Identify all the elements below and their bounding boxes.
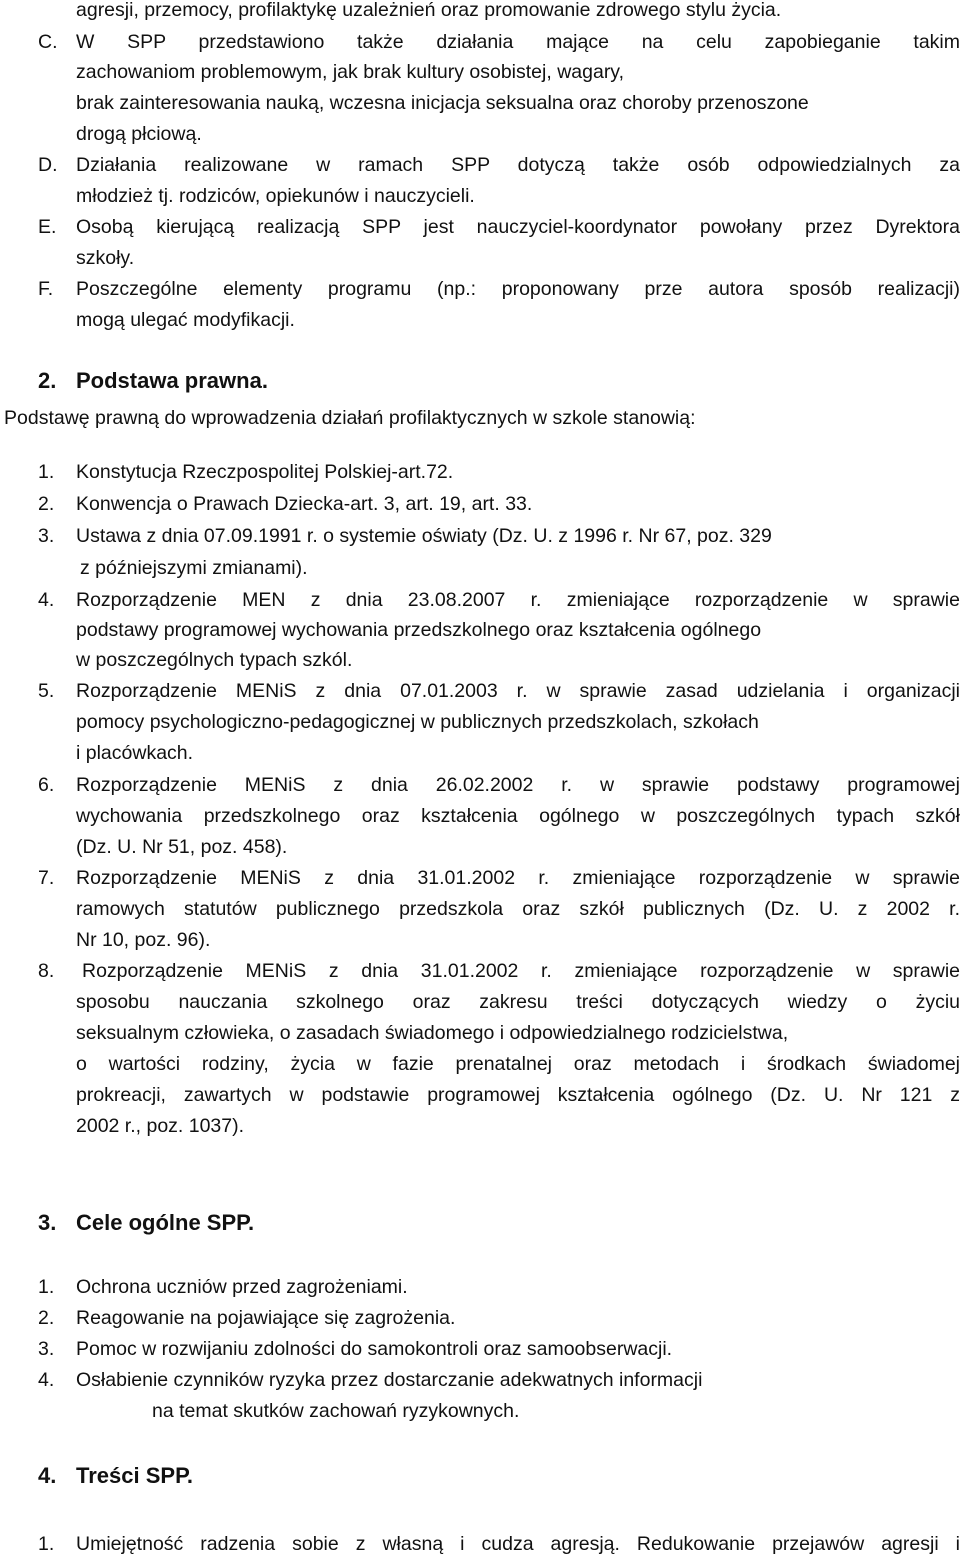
paragraph-line: Osobą kierującą realizacją SPP jest nauczyciel-koordynator powołany przez Dyrektora <box>76 216 960 238</box>
list-item-cont: Nr 10, poz. 96). <box>76 929 211 951</box>
list-item: Rozporządzenie MENiS z dnia 31.01.2002 r. zmieniające rozporządzenie w sprawie <box>82 960 960 982</box>
list-item-cont: o wartości rodziny, życia w fazie prenatalnej oraz metodach i środkach świadomej <box>76 1053 960 1075</box>
section-intro: Podstawę prawną do wprowadzenia działań profilaktycznych w szkole stanowią: <box>4 407 696 429</box>
list-marker: C. <box>38 31 58 53</box>
list-item-cont: podstawy programowej wychowania przedszkolnego oraz kształcenia ogólnego <box>76 619 762 641</box>
paragraph-line: zachowaniom problemowym, jak brak kultury osobistej, wagary, <box>76 61 625 83</box>
list-item: Ochrona uczniów przed zagrożeniami. <box>76 1276 408 1298</box>
list-number: 1. <box>38 461 55 483</box>
list-item-cont: wychowania przedszkolnego oraz kształcenia ogólnego w poszczególnych typach szkół <box>76 805 960 827</box>
list-marker: F. <box>38 278 54 300</box>
paragraph-line: agresji, przemocy, profilaktykę uzależnień oraz promowanie zdrowego stylu życia. <box>76 0 782 21</box>
list-number: 3. <box>38 525 55 547</box>
section-number: 3. <box>38 1210 57 1235</box>
list-number: 2. <box>38 493 55 515</box>
paragraph-line: drogą płciową. <box>76 123 202 145</box>
paragraph-line: młodzież tj. rodziców, opiekunów i nauczycieli. <box>76 185 475 207</box>
paragraph-line: W SPP przedstawiono także działania mające na celu zapobieganie takim <box>76 31 960 53</box>
list-item: Rozporządzenie MENiS z dnia 26.02.2002 r. w sprawie podstawy programowej <box>76 774 960 796</box>
list-number: 2. <box>38 1307 55 1329</box>
list-number: 8. <box>38 960 55 982</box>
list-number: 1. <box>38 1276 55 1298</box>
section-heading: Cele ogólne SPP. <box>76 1210 255 1235</box>
list-number: 6. <box>38 774 55 796</box>
paragraph-line: mogą ulegać modyfikacji. <box>76 309 295 331</box>
list-item-cont: sposobu nauczania szkolnego oraz zakresu treści dotyczących wiedzy o życiu <box>76 991 960 1013</box>
list-item-cont: i placówkach. <box>76 742 194 764</box>
list-number: 7. <box>38 867 55 889</box>
list-item-cont: 2002 r., poz. 1037). <box>76 1115 245 1137</box>
paragraph-line: brak zainteresowania nauką, wczesna inicjacja seksualna oraz choroby przenoszone <box>76 92 809 114</box>
list-item: Rozporządzenie MEN z dnia 23.08.2007 r. zmieniające rozporządzenie w sprawie <box>76 589 960 611</box>
list-number: 4. <box>38 589 55 611</box>
list-number: 1. <box>38 1533 55 1555</box>
paragraph-line: Poszczególne elementy programu (np.: proponowany prze autora sposób realizacji) <box>76 278 960 300</box>
list-item: Osłabienie czynników ryzyka przez dostarczanie adekwatnych informacji <box>76 1369 703 1391</box>
list-item-cont: prokreacji, zawartych w podstawie programowej kształcenia ogólnego (Dz. U. Nr 121 z <box>76 1084 960 1106</box>
list-item: Konstytucja Rzeczpospolitej Polskiej-art.72. <box>76 461 454 483</box>
list-item-cont: pomocy psychologiczno-pedagogicznej w publicznych przedszkolach, szkołach <box>76 711 759 733</box>
list-number: 3. <box>38 1338 55 1360</box>
list-item: Rozporządzenie MENiS z dnia 31.01.2002 r. zmieniające rozporządzenie w sprawie <box>76 867 960 889</box>
list-item-cont: (Dz. U. Nr 51, poz. 458). <box>76 836 288 858</box>
list-item-cont: z późniejszymi zmianami). <box>80 557 308 579</box>
list-item-cont: na temat skutków zachowań ryzykownych. <box>152 1400 520 1422</box>
list-marker: D. <box>38 154 58 176</box>
list-item-cont: w poszczególnych typach szkól. <box>76 649 353 671</box>
list-item: Konwencja o Prawach Dziecka-art. 3, art. 19, art. 33. <box>76 493 533 515</box>
section-number: 4. <box>38 1463 57 1488</box>
section-heading: Treści SPP. <box>76 1463 194 1488</box>
list-item-cont: ramowych statutów publicznego przedszkola oraz szkół publicznych (Dz. U. z 2002 r. <box>76 898 960 920</box>
list-item-cont: seksualnym człowieka, o zasadach świadomego i odpowiedzialnego rodzicielstwa, <box>76 1022 789 1044</box>
list-item: Reagowanie na pojawiające się zagrożenia. <box>76 1307 456 1329</box>
paragraph-line: szkoły. <box>76 247 135 269</box>
list-number: 5. <box>38 680 55 702</box>
list-item: Rozporządzenie MENiS z dnia 07.01.2003 r. w sprawie zasad udzielania i organizacji <box>76 680 960 702</box>
paragraph-line: Działania realizowane w ramach SPP dotyczą także osób odpowiedzialnych za <box>76 154 960 176</box>
list-item: Ustawa z dnia 07.09.1991 r. o systemie oświaty (Dz. U. z 1996 r. Nr 67, poz. 329 <box>76 525 772 547</box>
section-heading: Podstawa prawna. <box>76 368 268 393</box>
section-number: 2. <box>38 368 57 393</box>
list-item: Pomoc w rozwijaniu zdolności do samokontroli oraz samoobserwacji. <box>76 1338 673 1360</box>
list-item: Umiejętność radzenia sobie z własną i cudza agresją. Redukowanie przejawów agresji i <box>76 1533 960 1555</box>
list-marker: E. <box>38 216 57 238</box>
list-number: 4. <box>38 1369 55 1391</box>
